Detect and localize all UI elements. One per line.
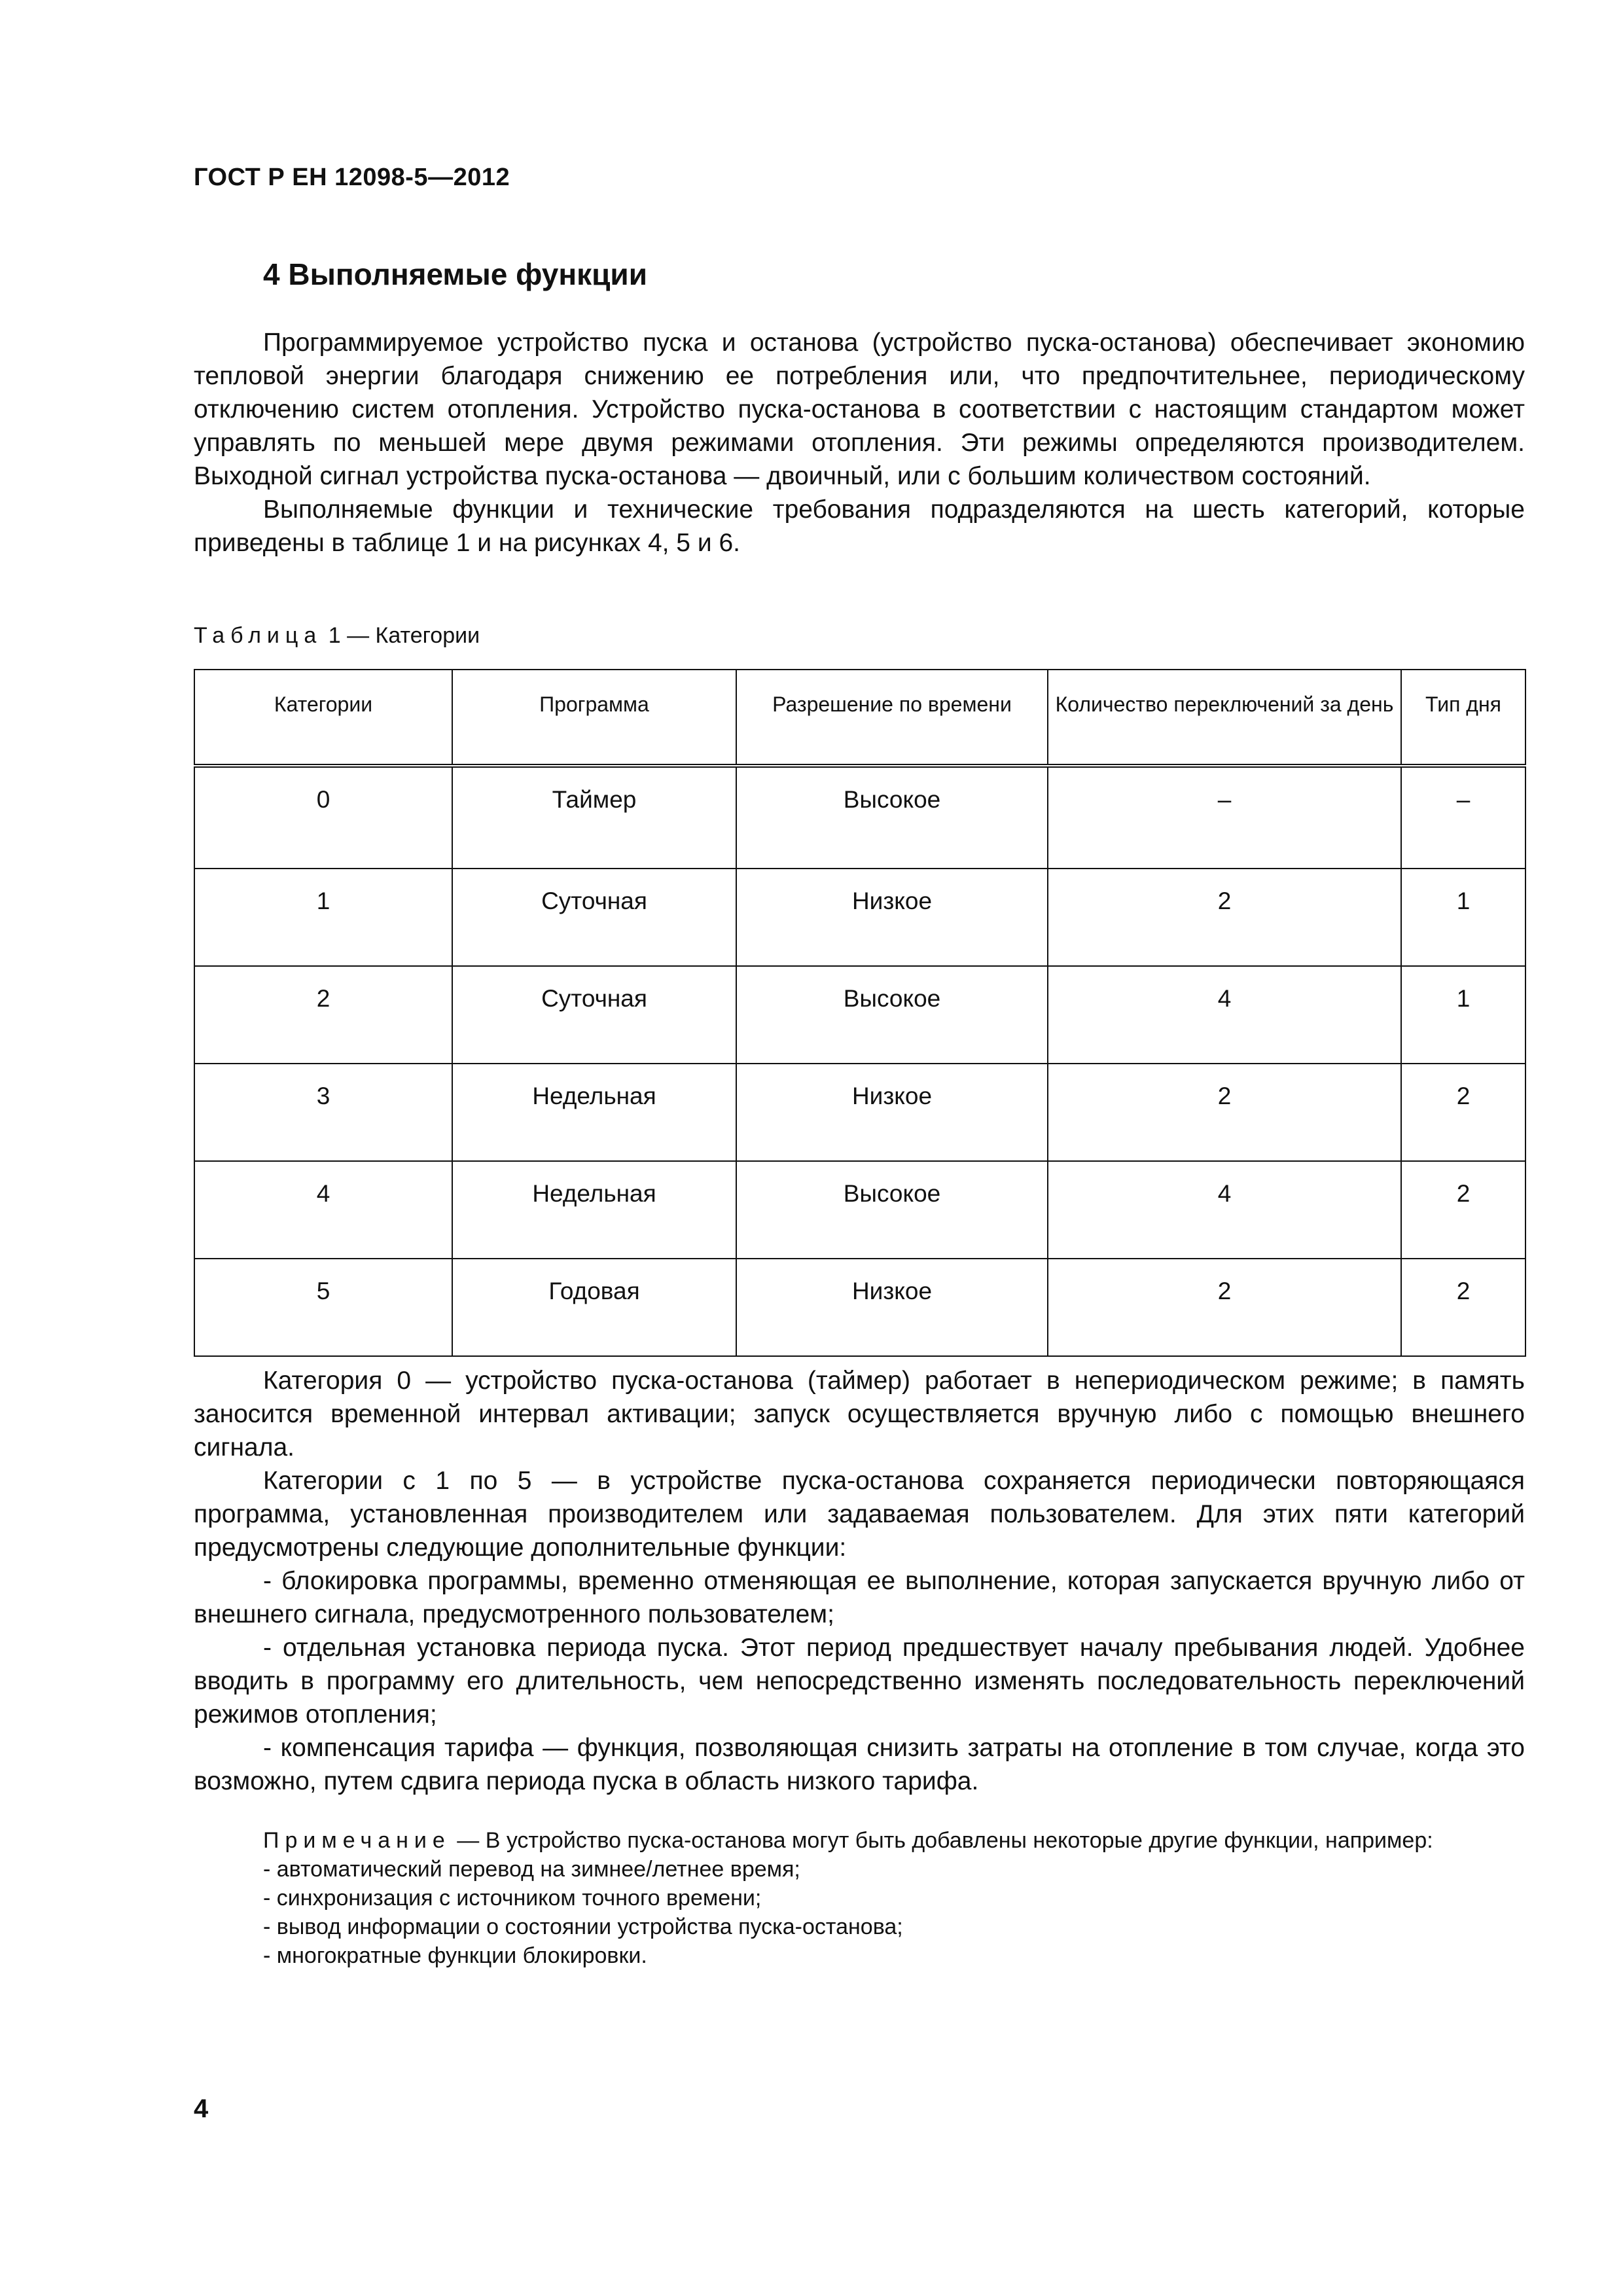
- categories-table: [194, 669, 1526, 1357]
- table-header-row: [194, 670, 1525, 766]
- note-item: - синхронизация с источником точного времени;: [263, 1886, 762, 1910]
- table-cell: 2: [1048, 1259, 1401, 1356]
- table-cell: 4: [194, 1161, 452, 1259]
- table-cell: 2: [1048, 869, 1401, 966]
- table-row: [194, 1064, 1525, 1161]
- note-block: [194, 1826, 1525, 1970]
- note-text: — В устройство пуска-останова могут быть добавлены некоторые другие функции, например:: [450, 1828, 1433, 1853]
- intro-paragraph-2: Выполняемые функции и технические требования подразделяются на шесть категорий, которые приведены в таблице 1 и на рисунках 4, 5 и 6.: [194, 495, 1525, 557]
- section-title: 4 Выполняемые функции: [263, 257, 647, 291]
- table-cell: Недельная: [452, 1161, 736, 1259]
- table-cell: 2: [194, 966, 452, 1064]
- intro-paragraph-1: Программируемое устройство пуска и останова (устройство пуска-останова) обеспечивает экономию тепловой энергии благодаря снижению ее потребления или, что предпочтительнее, периодическому отключению систем отопления. Устройство пуска-останова в соответствии с настоящим стандартом может управлять по меньшей мере двумя режимами отопления. Эти режимы определяются производителем. Выходной сигнал устройства пуска-останова — двоичный, или с большим количеством состояний.: [194, 329, 1525, 490]
- table-cell: 3: [194, 1064, 452, 1161]
- category-0-paragraph: Категория 0 — устройство пуска-останова (таймер) работает в непериодическом режиме; в память заносится временной интервал активации; запуск осуществляется вручную либо с помощью внешнего сигнала.: [194, 1367, 1525, 1462]
- table-cell: 2: [1401, 1259, 1525, 1356]
- intro-text: [194, 326, 1525, 560]
- table-cell: Высокое: [736, 766, 1048, 869]
- header-cell: Количество переключений за день: [1048, 670, 1401, 766]
- header-cell: Разрешение по времени: [736, 670, 1048, 766]
- table-cell: 1: [1401, 966, 1525, 1064]
- note-lead: [194, 1826, 1525, 1855]
- table-cell: Высокое: [736, 966, 1048, 1064]
- table-cell: Недельная: [452, 1064, 736, 1161]
- table-cell: Годовая: [452, 1259, 736, 1356]
- table-row: [194, 1259, 1525, 1356]
- table-cell: Суточная: [452, 869, 736, 966]
- table-cell: 1: [194, 869, 452, 966]
- table-row: [194, 869, 1525, 966]
- table-cell: 0: [194, 766, 452, 869]
- function-item-tariff: - компенсация тарифа — функция, позволяющая снизить затраты на отопление в том случае, когда это возможно, путем сдвига периода пуска в область низкого тарифа.: [194, 1734, 1525, 1795]
- table-cell: –: [1401, 766, 1525, 869]
- table-row: [194, 766, 1525, 869]
- table-cell: 1: [1401, 869, 1525, 966]
- note-item: - автоматический перевод на зимнее/летнее время;: [263, 1857, 800, 1882]
- table-cell: 2: [1401, 1064, 1525, 1161]
- table-cell: Таймер: [452, 766, 736, 869]
- function-item-start-period: - отдельная установка периода пуска. Этот период предшествует началу пребывания людей. Удобнее вводить в программу его длительность, чем непосредственно изменять последовательность переключений режимов отопления;: [194, 1634, 1525, 1729]
- table-caption: [194, 623, 480, 649]
- table-cell: 5: [194, 1259, 452, 1356]
- note-item: - вывод информации о состоянии устройства пуска-останова;: [263, 1914, 903, 1939]
- header-cell: Категории: [194, 670, 452, 766]
- note-item: - многократные функции блокировки.: [263, 1943, 647, 1968]
- table-row: [194, 966, 1525, 1064]
- table-cell: 2: [1401, 1161, 1525, 1259]
- table-caption-title: 1 — Категории: [322, 623, 480, 648]
- table-cell: Низкое: [736, 869, 1048, 966]
- table-cell: Высокое: [736, 1161, 1048, 1259]
- table-cell: Суточная: [452, 966, 736, 1064]
- table-cell: Низкое: [736, 1064, 1048, 1161]
- standard-code: ГОСТ Р ЕН 12098-5—2012: [194, 164, 510, 191]
- function-item-blocking: - блокировка программы, временно отменяющая ее выполнение, которая запускается вручную либо от внешнего сигнала, предусмотренного пользователем;: [194, 1567, 1525, 1628]
- header-cell: Программа: [452, 670, 736, 766]
- categories-1-5-paragraph: Категории с 1 по 5 — в устройстве пуска-останова сохраняется периодически повторяющаяся программа, установленная производителем или задаваемая пользователем. Для этих пяти категорий предусмотрены следующие дополнительные функции:: [194, 1467, 1525, 1562]
- page-number: 4: [194, 2094, 209, 2123]
- table-cell: 4: [1048, 1161, 1401, 1259]
- table-cell: Низкое: [736, 1259, 1048, 1356]
- categories-description: [194, 1364, 1525, 1798]
- note-label: Примечание: [263, 1828, 451, 1853]
- table-cell: 2: [1048, 1064, 1401, 1161]
- table-caption-label: Таблица: [194, 623, 323, 648]
- table-row: [194, 1161, 1525, 1259]
- table-cell: –: [1048, 766, 1401, 869]
- header-cell: Тип дня: [1401, 670, 1525, 766]
- table-cell: 4: [1048, 966, 1401, 1064]
